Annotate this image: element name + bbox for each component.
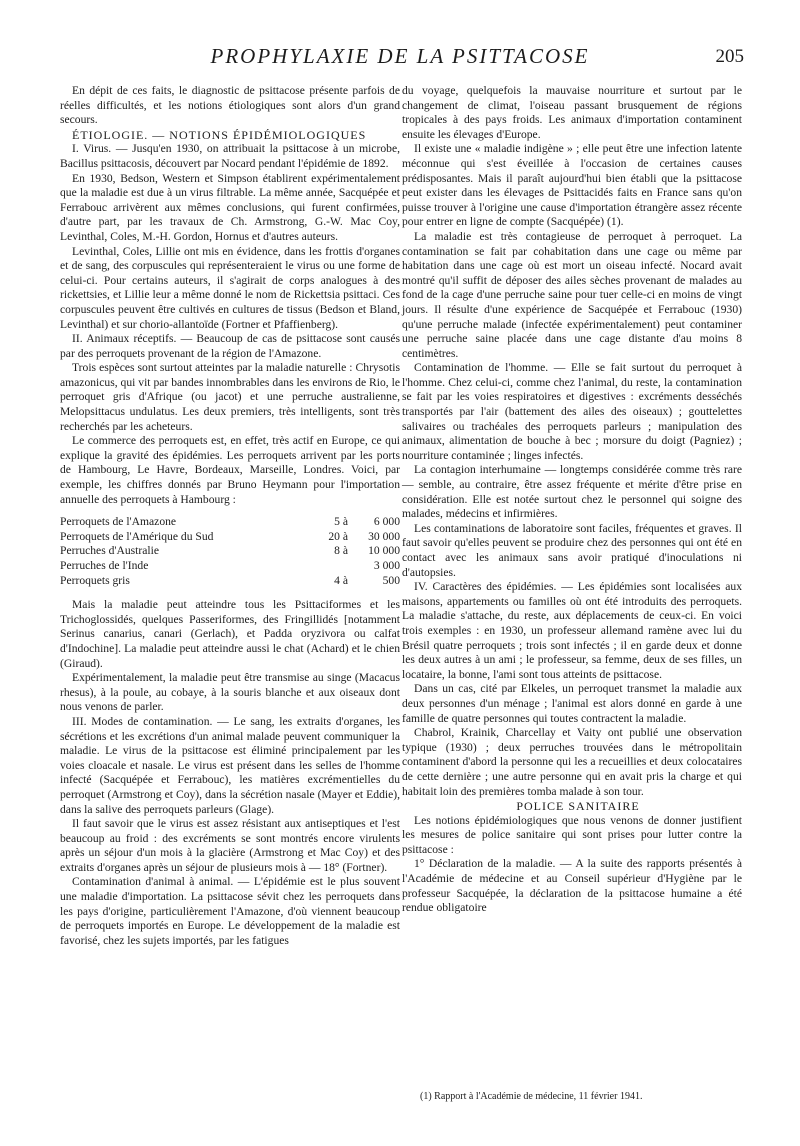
import-count: 6 000 (373, 515, 400, 529)
paragraph-modes-contamination: III. Modes de contamination. — Le sang, les extraits d'organes, les sécrétions et les excrétions d'un animal malade peuvent communiquer la maladie. Le virus de la psittacose est éliminé principalement par les voies cloacale et nasale. Le virus est présent dans les selles de l'homme infecté (Sacquépée et Ferrabouc), les matières excrémentielles du perroquet (Armstrong et Coy), dans la sécrétion nasale (Mayer et Eddie), dans la salive des perroquets parleurs (Glage). (60, 714, 400, 816)
section-title-etiologie: ÉTIOLOGIE. — NOTIONS ÉPIDÉMIOLOGIQUES (72, 127, 367, 142)
paragraph-commerce: Le commerce des perroquets est, en effet, très actif en Europe, ce qui explique la gravité des épidémies. Les perroquets arrivent par les ports de Hambourg, Le Havre, Bordeaux, Marseille, Londres. Voici, par exemple, les chiffres donnés par Bruno Heymann pour l'importation annuelle des perroquets à Hambourg : (60, 434, 400, 506)
intro-paragraph: En dépit de ces faits, le diagnostic de psittacose présente parfois de réelles difficultés, et les notions étiologiques sont alors d'un grand secours. (60, 84, 400, 127)
table-row (60, 515, 400, 530)
paragraph-caracteres-epidemies: IV. Caractères des épidémies. — Les épidémies sont localisées aux maisons, appartements ou familles où ont été introduits des perroquets. La maladie s'attache, du reste, aux déplacements de ceux-ci. En voici trois exemples : en 1930, un professeur allemand ramène avec lui du Brésil quatre perroquets ; trois sont infectés ; il en garde deux et donne les deux autres à un ami ; le professeur, sa femme, deux de ses filles, un locataire, la bonne, l'ami sont tous atteints de psittacose. (402, 580, 742, 681)
paragraph-laboratoire: Les contaminations de laboratoire sont faciles, fréquentes et graves. Il faut savoir qu'elles peuvent se produire chez des personnes qui ont été en contact avec les animaux sans avoir pratiqué d'inoculations ni d'autopsies. (402, 521, 742, 579)
paragraph-animaux-receptifs: II. Animaux réceptifs. — Beaucoup de cas de psittacose sont causés par des perroquets provenant de la région de l'Amazone. (60, 332, 400, 360)
paragraph-declaration: 1° Déclaration de la maladie. — A la suite des rapports présentés à l'Académie de médecine et au Conseil supérieur d'Hygiène par le professeur Sacquépée, la déclaration de la psittacose humaine a été rendue obligatoire (402, 857, 742, 915)
import-range: 4 à (334, 573, 348, 587)
import-count: 3 000 (373, 559, 400, 572)
paragraph-mais-maladie: Mais la maladie peut atteindre tous les Psittaciformes et les Trichoglossidés, quelques Passeriformes, des Fringillidés [notamment Serinus canarius, canari (Gerlach), et Padda oryzivora ou calfat d'Indochine]. La maladie peut atteindre aussi le chat (Achard) et le chien (Giraud). (60, 598, 400, 670)
paragraph-interhumaine: La contagion interhumaine — longtemps considérée comme très rare — semble, au contraire, être assez fréquente et mérite d'être prise en considération. Elle est notée surtout chez le personnel qui soigne des malades, médecins et infirmières. (402, 463, 742, 521)
table-row (60, 559, 400, 574)
import-count: 500 (382, 573, 400, 587)
paragraph-chabrol: Chabrol, Krainik, Charcellay et Vaity ont publié une observation typique (1930) ; deux perruches trouvées dans le métropolitain contaminent d'abord la personne qui les a recueillies et deux colocataires de cette dernière ; une autre personne qui en avait pris la charge et qui habitait loin des premières tomba malade à son tour. (402, 726, 742, 798)
left-column (60, 84, 400, 948)
table-row (60, 574, 400, 589)
paragraph-elkeles: Dans un cas, cité par Elkeles, un perroquet transmet la maladie aux deux personnes d'un ménage ; l'animal est alors donné en garde à une famille de quatre personnes qui toutes contractent la maladie. (402, 682, 742, 725)
import-label: Perroquets de l'Amérique du Sud (60, 529, 214, 543)
paragraph-maladie-indigene: Il existe une « maladie indigène » ; elle peut être une infection latente méconnue qui s'est éveillée à l'occasion de certaines causes prédisposantes. Mais il paraît aujourd'hui bien établi que la psittacose peut exister dans les élevages de Psittacidés faits en France sans qu'on puisse trouver à l'origine une cause d'importation étrangère assez récente pour entrer en ligne de compte (Sacquépée) (1). (402, 142, 742, 229)
table-row (60, 530, 400, 545)
paragraph-resistant: Il faut savoir que le virus est assez résistant aux antiseptiques et l'est beaucoup au froid : des excréments se sont montrés encore virulents après un séjour d'un mois à la glacière (Armstrong et Mac Coy) et des extraits d'organes après un séjour de plusieurs mois à — 18° (Fortner). (60, 817, 400, 874)
paragraph-trois-especes: Trois espèces sont surtout atteintes par la maladie naturelle : Chrysotis amazonicus, qui vit par bandes innombrables dans les environs de Rio, le perroquet gris d'Afrique (ou jacot) et une perruche australienne, Melopsittacus undulatus. Les deux premiers, très intelligents, sont très recherchés par les acheteurs. (60, 361, 400, 433)
import-label: Perroquets gris (60, 573, 130, 587)
paragraph-levinthal: Levinthal, Coles, Lillie ont mis en évidence, dans les frottis d'organes et de sang, des corpuscules qui représenteraient le virus ou une forme de celui-ci. Pour certains auteurs, il s'agirait de corps analogues à des rickettsies, et Lillie leur a même donné le nom de Rickettsia psittaci. Ces corpuscules peuvent être cultivés en cultures de tissus (Bedson et Bland, Levinthal) et sur chorio-allantoïde (Fortner et Pfaffienberg). (60, 244, 400, 331)
import-label: Perruches de l'Inde (60, 559, 149, 572)
page-number: 205 (715, 46, 744, 67)
import-range: 20 à (328, 529, 348, 543)
paragraph-contamination-homme: Contamination de l'homme. — Elle se fait surtout du perroquet à l'homme. Chez celui-ci, comme chez l'animal, du reste, la contamination se fait par les voies respiratoires et digestives : excréments desséchés transportés par l'air (battement des ailes des oiseaux) ; gouttelettes salivaires ou trachéales des perroquets parleurs ; manipulation des animaux, alimentation de bouche à bec ; morsure du doigt (Pagniez) ; nourriture contaminée ; linges infectés. (402, 361, 742, 462)
import-range: 5 à (334, 515, 348, 529)
paragraph-bedson: En 1930, Bedson, Western et Simpson établirent expérimentalement que la maladie est due à un virus filtrable. La même année, Sacquépée et Ferrabouc arrivèrent aux mêmes conclusions, qui furent confirmées, d'autre part, par les travaux de Ch. Armstrong, G.-W. Mac Coy, Levinthal, Coles, M.-H. Gordon, Hornus et d'autres auteurs. (60, 171, 400, 243)
import-range: 8 à (334, 544, 348, 558)
import-count: 10 000 (368, 544, 400, 558)
import-label: Perroquets de l'Amazone (60, 515, 177, 529)
paragraph-virus: I. Virus. — Jusqu'en 1930, on attribuait la psittacose à un microbe, Bacillus psittacosis, découvert par Nocard pendant l'épidémie de 1892. (60, 142, 400, 170)
running-head-title: PROPHYLAXIE DE LA PSITTACOSE (210, 44, 590, 68)
right-column (402, 84, 742, 916)
import-label: Perruches d'Australie (60, 544, 159, 558)
import-range (298, 559, 348, 574)
paragraph-experimentalement: Expérimentalement, la maladie peut être transmise au singe (Macacus rhesus), à la poule, au cobaye, à la souris blanche et aux oiseaux dont nous venons de parler. (60, 671, 400, 714)
table-row (60, 544, 400, 559)
import-count: 30 000 (368, 529, 400, 543)
paragraph-notions: Les notions épidémiologiques que nous venons de donner justifient les mesures de police sanitaire qui sont prises pour lutter contre la psittacose : (402, 813, 742, 856)
paragraph-contagieuse: La maladie est très contagieuse de perroquet à perroquet. La contamination se fait par cohabitation dans une cage ou même par habitation dans une cage où est mort un oiseau infecté. Nocard avait montré qu'il suffit de déposer des ailes sèches provenant de malades au fond de la cage d'une perruche saine pour tuer celle-ci en moins de vingt jours. Il résulte d'une expérience de Sacquépée et Ferrabouc (1930) qu'une perruche malade (infectée expérimentalement) peut contaminer une perruche saine placée dans une cage distante d'au moins 8 centimètres. (402, 229, 742, 360)
paragraph-voyage: du voyage, quelquefois la mauvaise nourriture et surtout par le changement de climat, l'oiseau passant brusquement de régions tropicales à des pays froids. Les animaux d'importation contaminent ensuite les élevages d'Europe. (402, 84, 742, 141)
section-title-police-sanitaire: POLICE SANITAIRE (516, 799, 640, 814)
paragraph-animal-a-animal: Contamination d'animal à animal. — L'épidémie est le plus souvent une maladie d'importation. La psittacose sévit chez les perroquets dans les pays d'origine, particulièrement l'Amazone, d'où viennent beaucoup de perroquets importés en Europe. Le développement de la maladie est favorisé, chez les sujets importés, par les fatigues (60, 875, 400, 947)
import-table (60, 515, 400, 588)
footnote: (1) Rapport à l'Académie de médecine, 11 février 1941. (420, 1091, 643, 1102)
